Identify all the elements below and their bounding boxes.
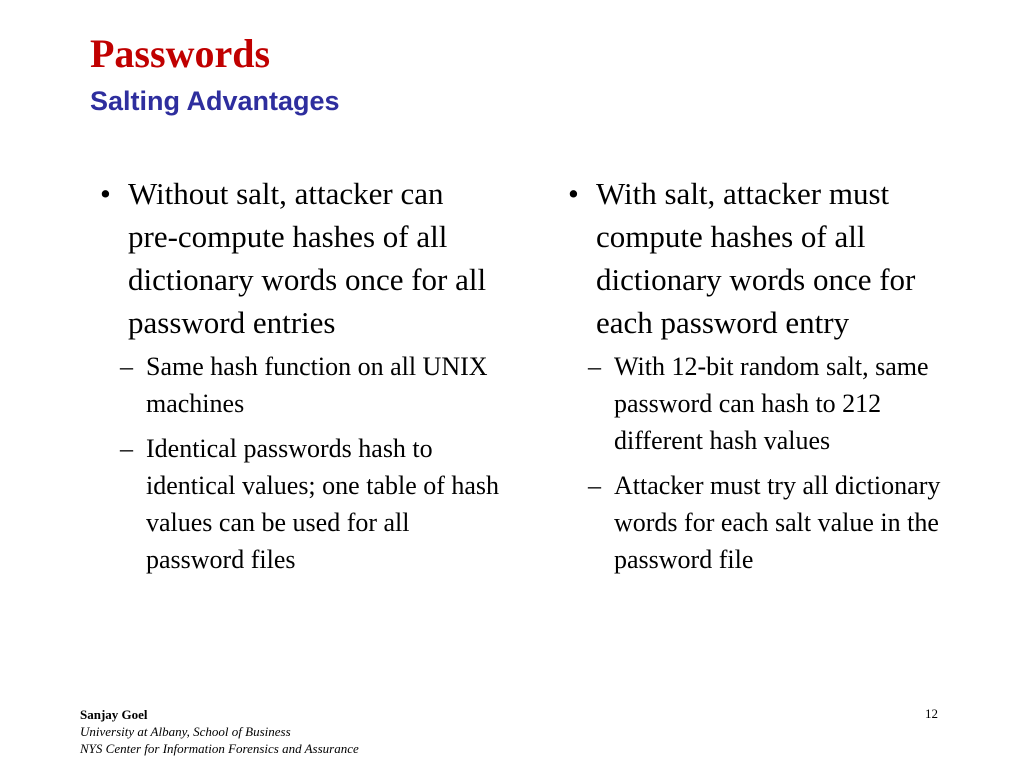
footer-affiliation: NYS Center for Information Forensics and Assurance: [80, 741, 359, 756]
bullet-glyph: •: [568, 176, 579, 211]
sub-bullet-list: [568, 348, 948, 578]
dash-glyph: –: [588, 352, 601, 381]
sub-bullet-item: [568, 348, 948, 459]
footer: [80, 706, 359, 757]
footer-affiliation: University at Albany, School of Business: [80, 724, 291, 739]
right-column: [568, 172, 948, 586]
bullet-text: With salt, attacker must compute hashes of all dictionary words once for each password entry: [596, 176, 916, 340]
sub-bullet-item: [100, 430, 500, 578]
bullet-glyph: •: [100, 176, 111, 211]
dash-glyph: –: [588, 471, 601, 500]
sub-bullet-text: With 12-bit random salt, same password can hash to 212 different hash values: [614, 352, 929, 455]
sub-bullet-text: Attacker must try all dictionary words for each salt value in the password file: [614, 471, 941, 574]
dash-glyph: –: [120, 434, 133, 463]
slide-subtitle: Salting Advantages: [90, 86, 340, 116]
dash-glyph: –: [120, 352, 133, 381]
sub-bullet-text: Same hash function on all UNIX machines: [146, 352, 488, 418]
sub-bullet-list: [100, 348, 500, 578]
left-column: [100, 172, 500, 586]
page-number: 12: [925, 706, 938, 721]
sub-bullet-text: Identical passwords hash to identical values; one table of hash values can be used for all password files: [146, 434, 500, 574]
bullet-text: Without salt, attacker can pre-compute hashes of all dictionary words once for all password entries: [128, 176, 487, 340]
bullet-item: [100, 172, 500, 344]
footer-author: Sanjay Goel: [80, 707, 148, 722]
sub-bullet-item: [568, 467, 948, 578]
sub-bullet-item: [100, 348, 500, 422]
bullet-item: [568, 172, 948, 344]
slide-title: Passwords: [90, 31, 271, 76]
